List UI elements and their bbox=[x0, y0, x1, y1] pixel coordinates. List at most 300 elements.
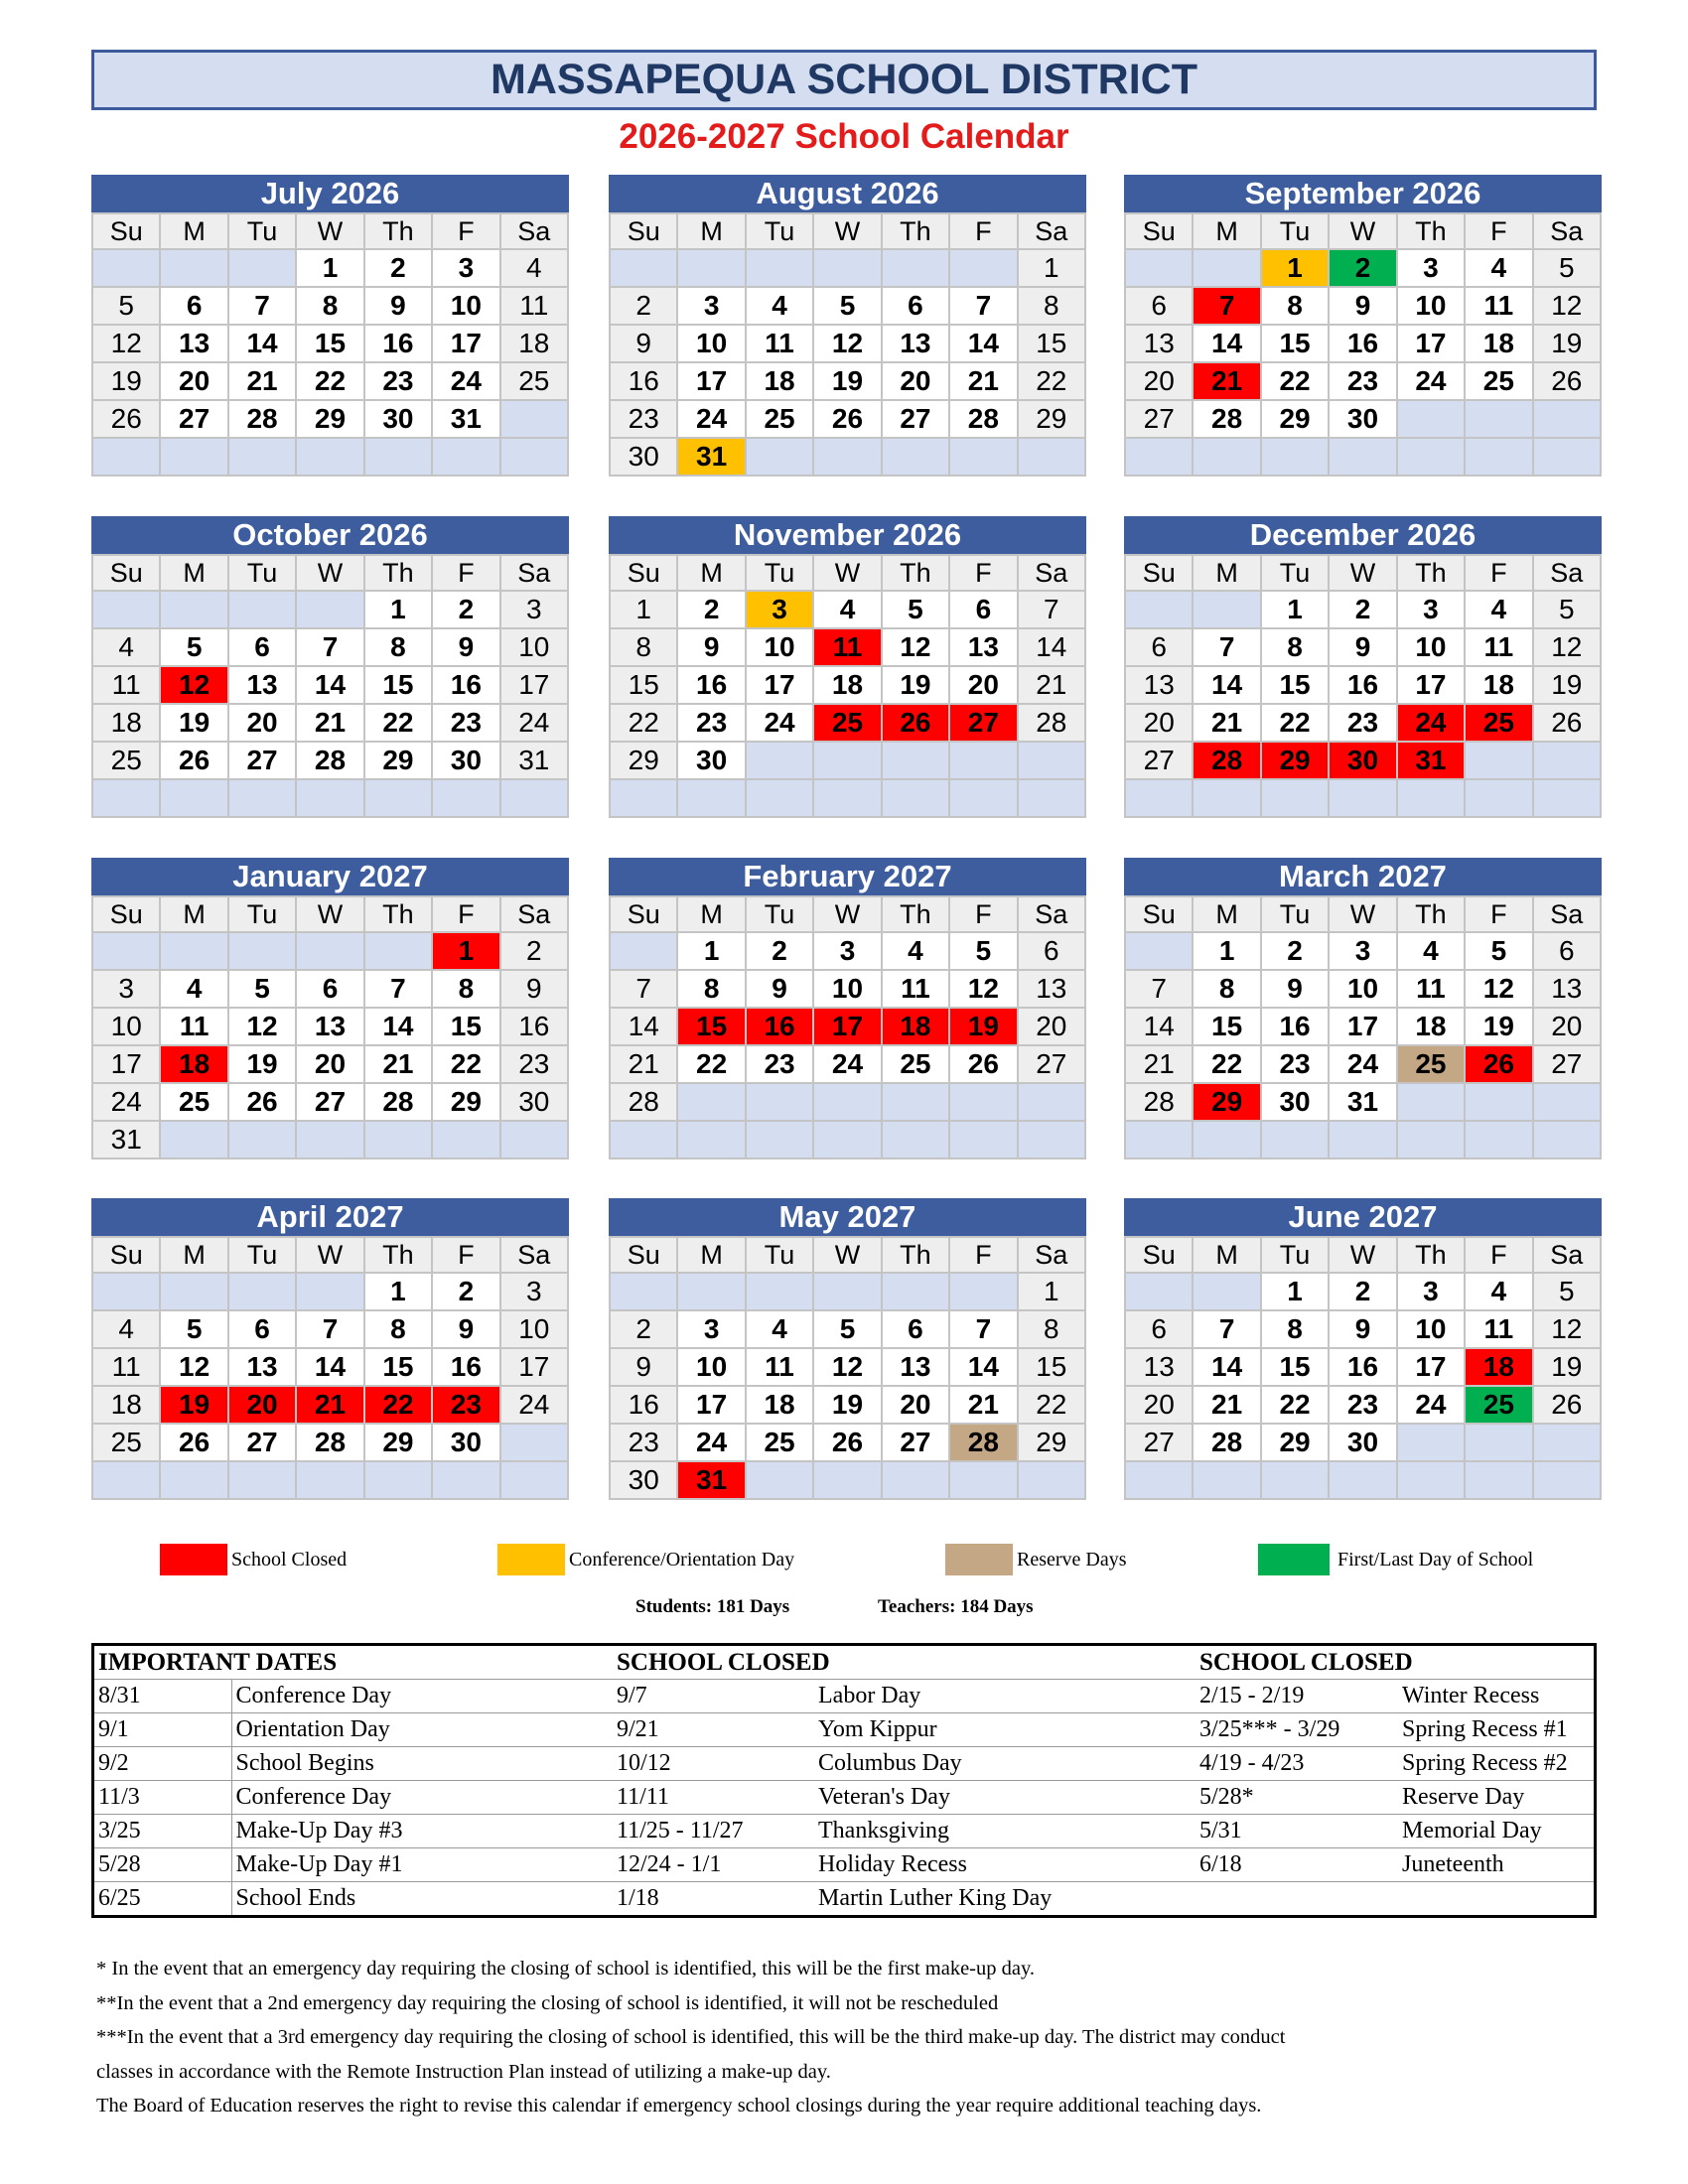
empty-day-cell bbox=[814, 1274, 882, 1311]
day-cell: 18 bbox=[93, 705, 161, 743]
day-cell: 5 bbox=[161, 629, 228, 667]
weekday-header: Su bbox=[93, 897, 161, 933]
day-cell-closed: 12 bbox=[161, 667, 228, 705]
empty-day-cell bbox=[678, 1274, 746, 1311]
day-cell: 9 bbox=[611, 326, 678, 363]
day-cell: 2 bbox=[611, 1311, 678, 1349]
day-cell: 11 bbox=[161, 1009, 228, 1046]
weekday-header: Tu bbox=[229, 1238, 297, 1274]
day-cell: 28 bbox=[365, 1084, 433, 1122]
day-cell-reserve: 28 bbox=[950, 1425, 1018, 1462]
month-day-grid bbox=[1124, 554, 1602, 818]
empty-day-cell bbox=[229, 780, 297, 818]
day-cell: 15 bbox=[297, 326, 364, 363]
day-cell: 20 bbox=[1126, 705, 1194, 743]
empty-day-cell bbox=[93, 1274, 161, 1311]
day-cell: 12 bbox=[1534, 629, 1602, 667]
month-title: February 2027 bbox=[609, 858, 1086, 895]
day-cell: 20 bbox=[229, 705, 297, 743]
day-cell: 22 bbox=[1019, 363, 1086, 401]
day-cell: 14 bbox=[1194, 326, 1261, 363]
day-cell: 14 bbox=[950, 1349, 1018, 1387]
weekday-header: M bbox=[678, 897, 746, 933]
day-cell: 23 bbox=[611, 1425, 678, 1462]
day-cell: 25 bbox=[747, 401, 814, 439]
legend-label: School Closed bbox=[231, 1548, 348, 1570]
empty-day-cell bbox=[365, 1122, 433, 1160]
legend-swatch-reserve bbox=[945, 1544, 1013, 1575]
month-calendar bbox=[1124, 1198, 1602, 1500]
day-cell: 12 bbox=[814, 1349, 882, 1387]
weekday-header: Su bbox=[1126, 214, 1194, 250]
table-row bbox=[94, 1713, 1594, 1747]
day-cell: 6 bbox=[229, 1311, 297, 1349]
day-cell: 17 bbox=[747, 667, 814, 705]
day-cell: 2 bbox=[365, 250, 433, 288]
weekday-header: Sa bbox=[1019, 1238, 1086, 1274]
day-cell-closed: 15 bbox=[678, 1009, 746, 1046]
day-cell: 5 bbox=[161, 1311, 228, 1349]
day-cell: 11 bbox=[1466, 1311, 1533, 1349]
day-cell: 13 bbox=[229, 1349, 297, 1387]
empty-day-cell bbox=[1330, 1462, 1397, 1500]
empty-day-cell bbox=[93, 780, 161, 818]
month-calendar bbox=[609, 1198, 1086, 1500]
day-cell: 11 bbox=[747, 326, 814, 363]
empty-day-cell bbox=[297, 439, 364, 477]
month-day-grid bbox=[609, 554, 1086, 818]
day-cell: 25 bbox=[161, 1084, 228, 1122]
empty-day-cell bbox=[229, 250, 297, 288]
empty-day-cell bbox=[1534, 1462, 1602, 1500]
day-cell: 19 bbox=[1534, 667, 1602, 705]
day-cell: 17 bbox=[501, 667, 569, 705]
empty-day-cell bbox=[1019, 1084, 1086, 1122]
day-cell: 11 bbox=[1466, 288, 1533, 326]
day-cell: 12 bbox=[950, 971, 1018, 1009]
month-title: April 2027 bbox=[91, 1198, 569, 1236]
day-cell: 26 bbox=[1534, 1387, 1602, 1425]
day-cell: 28 bbox=[611, 1084, 678, 1122]
day-cell-closed: 11 bbox=[814, 629, 882, 667]
day-cell: 29 bbox=[1019, 1425, 1086, 1462]
day-cell: 14 bbox=[1126, 1009, 1194, 1046]
day-cell: 14 bbox=[365, 1009, 433, 1046]
day-cell: 18 bbox=[1398, 1009, 1466, 1046]
month-calendar bbox=[91, 858, 569, 1160]
empty-day-cell bbox=[1466, 743, 1533, 780]
day-cell: 29 bbox=[1262, 401, 1330, 439]
weekday-header: Sa bbox=[1534, 1238, 1602, 1274]
day-cell: 25 bbox=[93, 743, 161, 780]
day-cell: 7 bbox=[297, 629, 364, 667]
day-cell: 4 bbox=[747, 288, 814, 326]
day-cell: 28 bbox=[1194, 401, 1261, 439]
day-cell: 24 bbox=[1398, 363, 1466, 401]
day-cell: 26 bbox=[229, 1084, 297, 1122]
day-cell: 14 bbox=[1194, 667, 1261, 705]
day-cell: 19 bbox=[229, 1046, 297, 1084]
day-cell: 30 bbox=[501, 1084, 569, 1122]
day-cell: 27 bbox=[1126, 401, 1194, 439]
empty-day-cell bbox=[1398, 1084, 1466, 1122]
empty-day-cell bbox=[1019, 1462, 1086, 1500]
day-cell-closed: 31 bbox=[678, 1462, 746, 1500]
weekday-header: Sa bbox=[501, 1238, 569, 1274]
day-cell: 6 bbox=[1534, 933, 1602, 971]
empty-day-cell bbox=[501, 401, 569, 439]
day-cell: 14 bbox=[297, 667, 364, 705]
month-title: November 2026 bbox=[609, 516, 1086, 554]
empty-day-cell bbox=[1534, 439, 1602, 477]
empty-day-cell bbox=[611, 933, 678, 971]
empty-day-cell bbox=[1126, 592, 1194, 629]
empty-day-cell bbox=[297, 1462, 364, 1500]
day-cell: 29 bbox=[365, 1425, 433, 1462]
table-row bbox=[94, 1781, 1594, 1815]
table-cell: School Ends bbox=[235, 1885, 356, 1911]
day-cell: 14 bbox=[1194, 1349, 1261, 1387]
weekday-header: Sa bbox=[1019, 214, 1086, 250]
weekday-header: W bbox=[814, 556, 882, 592]
weekday-header: F bbox=[950, 214, 1018, 250]
day-cell: 30 bbox=[611, 1462, 678, 1500]
day-cell: 10 bbox=[678, 1349, 746, 1387]
weekday-header: W bbox=[297, 214, 364, 250]
empty-day-cell bbox=[1534, 1122, 1602, 1160]
day-cell: 17 bbox=[678, 363, 746, 401]
day-cell: 16 bbox=[611, 1387, 678, 1425]
day-cell-closed: 30 bbox=[1330, 743, 1397, 780]
empty-day-cell bbox=[1398, 439, 1466, 477]
day-cell: 3 bbox=[93, 971, 161, 1009]
empty-day-cell bbox=[1534, 401, 1602, 439]
day-cell: 9 bbox=[1330, 1311, 1397, 1349]
day-cell: 4 bbox=[814, 592, 882, 629]
day-cell: 10 bbox=[1398, 288, 1466, 326]
day-cell: 19 bbox=[814, 363, 882, 401]
day-cell: 23 bbox=[1330, 363, 1397, 401]
month-calendar bbox=[609, 858, 1086, 1160]
day-cell: 21 bbox=[297, 705, 364, 743]
day-cell: 11 bbox=[883, 971, 950, 1009]
day-cell: 6 bbox=[1126, 288, 1194, 326]
weekday-header: F bbox=[950, 556, 1018, 592]
weekday-header: M bbox=[1194, 897, 1261, 933]
day-cell: 19 bbox=[161, 705, 228, 743]
day-cell: 5 bbox=[229, 971, 297, 1009]
day-cell-closed: 22 bbox=[365, 1387, 433, 1425]
table-cell: Thanksgiving bbox=[814, 1815, 1196, 1848]
table-cell: School Begins bbox=[231, 1747, 613, 1781]
day-cell: 21 bbox=[950, 1387, 1018, 1425]
day-cell: 10 bbox=[93, 1009, 161, 1046]
empty-day-cell bbox=[611, 780, 678, 818]
weekday-header: F bbox=[433, 1238, 500, 1274]
day-cell: 19 bbox=[1534, 326, 1602, 363]
day-cell-closed: 18 bbox=[161, 1046, 228, 1084]
day-cell: 3 bbox=[1398, 592, 1466, 629]
empty-day-cell bbox=[161, 933, 228, 971]
weekday-header: Sa bbox=[1019, 556, 1086, 592]
day-cell: 7 bbox=[1019, 592, 1086, 629]
day-cell: 28 bbox=[1194, 1425, 1261, 1462]
day-cell: 11 bbox=[93, 1349, 161, 1387]
day-cell-firstlast: 2 bbox=[1330, 250, 1397, 288]
day-cell: 6 bbox=[1019, 933, 1086, 971]
day-cell: 27 bbox=[161, 401, 228, 439]
day-cell: 14 bbox=[950, 326, 1018, 363]
weekday-header: M bbox=[678, 556, 746, 592]
day-cell: 9 bbox=[678, 629, 746, 667]
empty-day-cell bbox=[365, 1462, 433, 1500]
empty-day-cell bbox=[161, 1122, 228, 1160]
day-cell: 30 bbox=[611, 439, 678, 477]
empty-day-cell bbox=[161, 1462, 228, 1500]
empty-day-cell bbox=[93, 933, 161, 971]
day-cell: 23 bbox=[1330, 1387, 1397, 1425]
weekday-header: Th bbox=[883, 1238, 950, 1274]
table-cell: 9/1 bbox=[94, 1713, 231, 1747]
table-column-header: IMPORTANT DATES bbox=[94, 1646, 613, 1680]
empty-day-cell bbox=[1019, 439, 1086, 477]
day-cell-closed: 26 bbox=[1466, 1046, 1533, 1084]
table-row bbox=[94, 1882, 1594, 1916]
empty-day-cell bbox=[1019, 780, 1086, 818]
day-cell-closed: 28 bbox=[1194, 743, 1261, 780]
day-cell: 22 bbox=[365, 705, 433, 743]
day-cell: 7 bbox=[229, 288, 297, 326]
day-cell: 23 bbox=[1262, 1046, 1330, 1084]
day-cell: 10 bbox=[1398, 629, 1466, 667]
weekday-header: Su bbox=[93, 214, 161, 250]
day-cell: 4 bbox=[1398, 933, 1466, 971]
day-cell-closed: 23 bbox=[433, 1387, 500, 1425]
weekday-header: F bbox=[433, 897, 500, 933]
day-cell-closed: 1 bbox=[433, 933, 500, 971]
legend-swatch-conference bbox=[497, 1544, 565, 1575]
day-cell: 17 bbox=[501, 1349, 569, 1387]
month-day-grid bbox=[91, 554, 569, 818]
empty-day-cell bbox=[1466, 401, 1533, 439]
empty-day-cell bbox=[950, 743, 1018, 780]
table-cell: 5/28* bbox=[1196, 1781, 1398, 1815]
empty-day-cell bbox=[678, 780, 746, 818]
empty-day-cell bbox=[1398, 401, 1466, 439]
day-cell: 7 bbox=[1126, 971, 1194, 1009]
weekday-header: W bbox=[1330, 214, 1397, 250]
day-cell: 12 bbox=[814, 326, 882, 363]
day-cell: 1 bbox=[1262, 1274, 1330, 1311]
empty-day-cell bbox=[297, 933, 364, 971]
empty-day-cell bbox=[1194, 592, 1261, 629]
weekday-header: Sa bbox=[501, 897, 569, 933]
weekday-header: Tu bbox=[1262, 556, 1330, 592]
day-cell: 3 bbox=[501, 1274, 569, 1311]
day-cell: 1 bbox=[1194, 933, 1261, 971]
weekday-header: M bbox=[161, 214, 228, 250]
month-calendar bbox=[609, 516, 1086, 818]
footnote-line: classes in accordance with the Remote Instruction Plan instead of utilizing a make-up day. bbox=[96, 2060, 831, 2083]
day-cell: 10 bbox=[814, 971, 882, 1009]
day-cell: 22 bbox=[433, 1046, 500, 1084]
empty-day-cell bbox=[814, 1462, 882, 1500]
day-cell: 16 bbox=[1262, 1009, 1330, 1046]
weekday-header: Th bbox=[1398, 897, 1466, 933]
empty-day-cell bbox=[501, 439, 569, 477]
day-cell: 16 bbox=[678, 667, 746, 705]
table-cell: 1/18 bbox=[617, 1885, 659, 1911]
day-cell: 8 bbox=[611, 629, 678, 667]
day-cell: 7 bbox=[611, 971, 678, 1009]
day-cell: 4 bbox=[93, 629, 161, 667]
empty-day-cell bbox=[93, 592, 161, 629]
weekday-header: M bbox=[161, 556, 228, 592]
weekday-header: W bbox=[1330, 1238, 1397, 1274]
legend-item-first-last bbox=[1258, 1544, 1533, 1575]
empty-day-cell bbox=[883, 780, 950, 818]
legend-swatch-closed bbox=[160, 1544, 227, 1575]
month-day-grid bbox=[91, 895, 569, 1160]
empty-day-cell bbox=[501, 780, 569, 818]
day-cell: 20 bbox=[1126, 363, 1194, 401]
day-cell: 22 bbox=[1019, 1387, 1086, 1425]
day-cell: 17 bbox=[1398, 326, 1466, 363]
month-calendar bbox=[91, 516, 569, 818]
empty-day-cell bbox=[93, 250, 161, 288]
day-cell: 5 bbox=[1466, 933, 1533, 971]
empty-day-cell bbox=[1398, 780, 1466, 818]
day-cell: 2 bbox=[1262, 933, 1330, 971]
day-cell: 25 bbox=[883, 1046, 950, 1084]
empty-day-cell bbox=[365, 439, 433, 477]
day-cell: 29 bbox=[1262, 1425, 1330, 1462]
day-cell: 23 bbox=[365, 363, 433, 401]
table-cell bbox=[1196, 1882, 1398, 1916]
empty-day-cell bbox=[501, 1425, 569, 1462]
table-cell: Conference Day bbox=[231, 1680, 613, 1713]
day-cell: 17 bbox=[1398, 1349, 1466, 1387]
empty-day-cell bbox=[1194, 250, 1261, 288]
day-cell: 3 bbox=[501, 592, 569, 629]
weekday-header: Su bbox=[611, 1238, 678, 1274]
day-cell: 4 bbox=[93, 1311, 161, 1349]
empty-day-cell bbox=[433, 1462, 500, 1500]
day-cell-closed: 18 bbox=[1466, 1349, 1533, 1387]
day-cell: 23 bbox=[433, 705, 500, 743]
day-cell: 4 bbox=[1466, 1274, 1533, 1311]
day-cell-closed: 20 bbox=[229, 1387, 297, 1425]
empty-day-cell bbox=[1126, 1274, 1194, 1311]
empty-day-cell bbox=[1534, 1084, 1602, 1122]
day-cell: 13 bbox=[1534, 971, 1602, 1009]
footnote-line: ***In the event that a 3rd emergency day requiring the closing of school is identified, this will be the third make-up day. The district may conduct bbox=[96, 2026, 1286, 2048]
day-cell: 16 bbox=[611, 363, 678, 401]
empty-day-cell bbox=[747, 743, 814, 780]
day-cell: 10 bbox=[433, 288, 500, 326]
day-cell: 19 bbox=[1466, 1009, 1533, 1046]
empty-day-cell bbox=[950, 439, 1018, 477]
day-cell: 28 bbox=[297, 1425, 364, 1462]
empty-day-cell bbox=[883, 1462, 950, 1500]
day-cell: 23 bbox=[1330, 705, 1397, 743]
day-cell: 19 bbox=[1534, 1349, 1602, 1387]
day-cell: 25 bbox=[1466, 363, 1533, 401]
empty-day-cell bbox=[814, 1084, 882, 1122]
empty-day-cell bbox=[814, 250, 882, 288]
empty-day-cell bbox=[747, 1274, 814, 1311]
day-cell: 23 bbox=[747, 1046, 814, 1084]
day-cell: 3 bbox=[678, 1311, 746, 1349]
day-cell: 8 bbox=[297, 288, 364, 326]
day-cell: 1 bbox=[1019, 250, 1086, 288]
weekday-header: Su bbox=[93, 1238, 161, 1274]
weekday-header: W bbox=[297, 897, 364, 933]
day-cell: 24 bbox=[501, 1387, 569, 1425]
day-cell: 12 bbox=[93, 326, 161, 363]
weekday-header: Th bbox=[1398, 1238, 1466, 1274]
day-cell: 26 bbox=[950, 1046, 1018, 1084]
legend-item-reserve bbox=[945, 1544, 1127, 1575]
day-cell: 8 bbox=[1262, 629, 1330, 667]
day-cell: 15 bbox=[1262, 1349, 1330, 1387]
month-day-grid bbox=[609, 895, 1086, 1160]
table-cell bbox=[1398, 1882, 1594, 1916]
day-cell: 5 bbox=[93, 288, 161, 326]
day-cell: 8 bbox=[433, 971, 500, 1009]
day-cell: 18 bbox=[1466, 667, 1533, 705]
footnote-line: The Board of Education reserves the right to revise this calendar if emergency school closings during the year require additional teaching days. bbox=[96, 2095, 1262, 2116]
day-cell: 9 bbox=[1330, 629, 1397, 667]
table-row bbox=[94, 1848, 1594, 1882]
day-cell: 9 bbox=[365, 288, 433, 326]
day-cell: 24 bbox=[501, 705, 569, 743]
day-cell: 7 bbox=[297, 1311, 364, 1349]
day-cell: 16 bbox=[1330, 326, 1397, 363]
day-cell-closed: 17 bbox=[814, 1009, 882, 1046]
day-cell-reserve: 25 bbox=[1398, 1046, 1466, 1084]
empty-day-cell bbox=[747, 1122, 814, 1160]
table-cell: Martin Luther King Day bbox=[818, 1885, 1053, 1911]
table-cell: Veteran's Day bbox=[814, 1781, 1196, 1815]
table-cell: 9/7 bbox=[613, 1680, 814, 1713]
day-cell: 12 bbox=[883, 629, 950, 667]
weekday-header: F bbox=[1466, 897, 1533, 933]
day-cell: 27 bbox=[297, 1084, 364, 1122]
empty-day-cell bbox=[1126, 250, 1194, 288]
day-cell: 10 bbox=[747, 629, 814, 667]
table-cell: 9/2 bbox=[94, 1747, 231, 1781]
table-row bbox=[94, 1815, 1594, 1848]
table-column-header: SCHOOL CLOSED bbox=[613, 1646, 1196, 1680]
day-cell: 27 bbox=[1019, 1046, 1086, 1084]
empty-day-cell bbox=[1398, 1425, 1466, 1462]
day-cell: 10 bbox=[501, 629, 569, 667]
day-cell: 31 bbox=[433, 401, 500, 439]
day-cell: 19 bbox=[814, 1387, 882, 1425]
empty-day-cell bbox=[883, 250, 950, 288]
day-cell-closed: 29 bbox=[1194, 1084, 1261, 1122]
table-cell: 4/19 - 4/23 bbox=[1196, 1747, 1398, 1781]
empty-day-cell bbox=[1330, 1122, 1397, 1160]
table-cell: 8/31 bbox=[94, 1680, 231, 1713]
day-cell: 28 bbox=[1126, 1084, 1194, 1122]
empty-day-cell bbox=[950, 1122, 1018, 1160]
day-cell: 18 bbox=[747, 363, 814, 401]
day-cell-closed: 7 bbox=[1194, 288, 1261, 326]
empty-day-cell bbox=[161, 780, 228, 818]
day-cell: 27 bbox=[1126, 1425, 1194, 1462]
